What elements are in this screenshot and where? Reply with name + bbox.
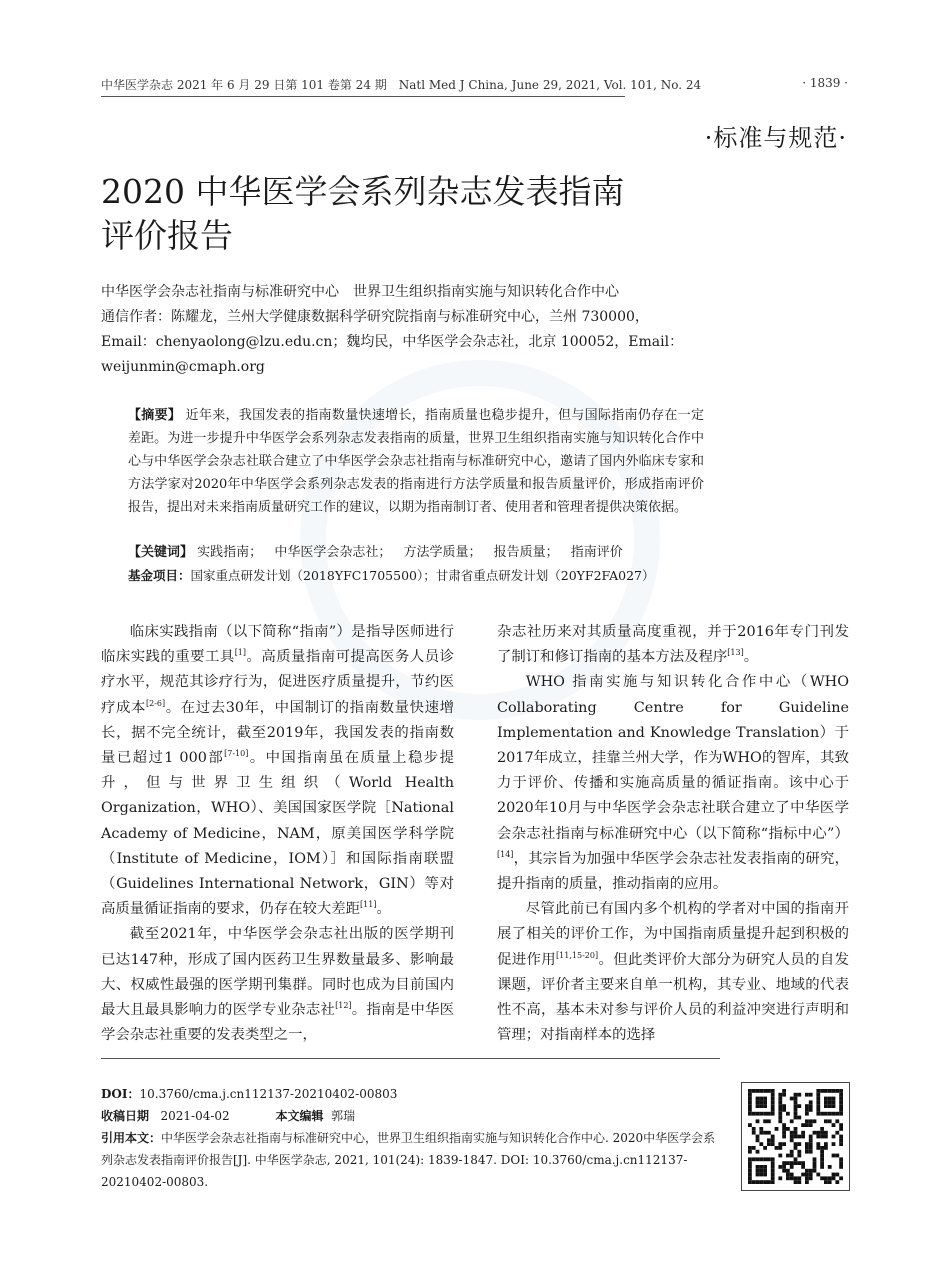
page-number: · 1839 ·: [802, 76, 848, 90]
citation-ref: [12]: [335, 1001, 352, 1011]
keywords-label: 【关键词】: [128, 545, 194, 560]
citation-line: 引用本文：中华医学会杂志社指南与标准研究中心，世界卫生组织指南实施与知识转化合作中心. 2020中华医学会系列杂志发表指南评价报告[J]. 中华医学杂志, 2021, 101(24): 1839-1847. DOI: 10.3760/cma.j.cn112137-20210402-00803.: [101, 1131, 716, 1189]
paragraph: WHO 指南实施与知识转化合作中心（WHO Collaborating Centre for Guideline Implementation and Knowledge Translation）于2017年成立，挂靠兰州大学，作为WHO的智库，其致力于评价、传播和实施高质量的循证指南。该中心于2020年10月与中华医学会杂志社联合建立了中华医学会杂志社指南与标准研究中心（以下简称“指标中心”）[14]，其宗旨为加强中华医学会杂志社发表指南的研究，提升指南的质量，推动指南的应用。: [497, 674, 849, 893]
author-block: [101, 280, 701, 380]
qr-code-icon[interactable]: [741, 1082, 850, 1191]
paragraph: 截至2021年，中华医学会杂志社出版的医学期刊已达147种，形成了国内医药卫生界数量最多、影响最大、权威性最强的医学期刊集群。同时也成为目前国内最大且最具影响力的医学专业杂志社[12]。指南是中华医学会杂志社重要的发表类型之一，: [101, 926, 454, 1044]
citation-ref: [14]: [497, 850, 514, 860]
author-line: Email：chenyaolong@lzu.edu.cn；魏均民，中华医学会杂志社，北京 100052，Email：: [101, 334, 684, 350]
paragraph: 杂志社历来对其质量高度重视，并于2016年专门刊发了制订和修订指南的基本方法及程序[13]。: [497, 624, 849, 666]
journal-header: 中华医学杂志 2021 年 6 月 29 日第 101 卷第 24 期 Natl Med J China, June 29, 2021, Vol. 101, No. 24: [101, 78, 702, 92]
title-line-1: 2020 中华医学会系列杂志发表指南: [101, 172, 625, 211]
keywords: [128, 542, 704, 564]
body-column-right: [497, 620, 849, 1048]
abstract-text: 近年来，我国发表的指南数量快速增长，指南质量也稳步提升，但与国际指南仍存在一定差距。为进一步提升中华医学会系列杂志发表指南的质量，世界卫生组织指南实施与知识转化合作中心与中华医学会杂志社联合建立了中华医学会杂志社指南与标准研究中心，邀请了国内外临床专家和方法学家对2020年中华医学会系列杂志发表的指南进行方法学质量和报告质量评价，形成指南评价报告，提出对未来指南质量研究工作的建议，以期为指南制订者、使用者和管理者提供决策依据。: [128, 408, 704, 515]
citation-ref: [11,15-20]: [556, 950, 599, 960]
keyword: 指南评价: [570, 545, 623, 560]
citation-ref: [13]: [727, 648, 744, 658]
received-line: 收稿日期 2021-04-02 本文编辑 郭瑞: [101, 1109, 356, 1123]
author-line: 中华医学会杂志社指南与标准研究中心 世界卫生组织指南实施与知识转化合作中心: [101, 284, 619, 300]
article-title: [101, 170, 661, 258]
body-column-left: [101, 620, 454, 1048]
keyword: 报告质量；: [493, 545, 559, 560]
funding-text: 国家重点研发计划（2018YFC1705500）；甘肃省重点研发计划（20YF2FA027）: [190, 568, 655, 583]
citation-ref: [7-10]: [224, 749, 249, 759]
funding: [128, 566, 704, 586]
section-label: ·标准与规范·: [704, 124, 847, 152]
keyword: 方法学质量；: [403, 545, 482, 560]
funding-label: 基金项目：: [128, 568, 191, 583]
doi-link[interactable]: 10.3760/cma.j.cn112137-20210402-00803: [139, 1087, 398, 1101]
citation-ref: [1]: [234, 648, 247, 658]
paragraph: 临床实践指南（以下简称“指南”）是指导医师进行临床实践的重要工具[1]。高质量指南可提高医务人员诊疗水平，规范其诊疗行为，促进医疗质量提升，节约医疗成本[2-6]。在过去30年，中国制订的指南数量快速增长，据不完全统计，截至2019年，我国发表的指南数量已超过1 000部[7-10]。中国指南虽在质量上稳步提升，但与世界卫生组织（World Health Organization，WHO）、美国国家医学院［National Academy of Medicine，NAM，原美国医学科学院（Institute of Medicine，IOM）］和国际指南联盟（Guidelines International Network，GIN）等对高质量循证指南的要求，仍存在较大差距[11]。: [101, 624, 454, 918]
author-line: 通信作者：陈耀龙，兰州大学健康数据科学研究院指南与标准研究中心，兰州 730000，: [101, 309, 649, 325]
citation-ref: [2-6]: [146, 698, 166, 708]
abstract: [128, 404, 704, 519]
footnote-block: [101, 1083, 726, 1193]
keyword: 实践指南；: [197, 545, 263, 560]
paragraph: 尽管此前已有国内多个机构的学者对中国的指南开展了相关的评价工作，为中国指南质量提升起到积极的促进作用[11,15-20]。但此类评价大部分为研究人员的自发课题，评价者主要来自单一机构，其专业、地域的代表性不高，基本未对参与评价人员的利益冲突进行声明和管理；对指南样本的选择: [497, 901, 849, 1044]
doi-line: DOI：10.3760/cma.j.cn112137-20210402-00803: [101, 1087, 398, 1101]
header-rule: [101, 96, 625, 97]
footnote-rule: [101, 1058, 720, 1059]
abstract-label: 【摘要】: [128, 408, 182, 423]
title-line-2: 评价报告: [101, 216, 233, 255]
author-line: weijunmin@cmaph.org: [101, 359, 265, 375]
keyword: 中华医学会杂志社；: [274, 545, 392, 560]
citation-ref: [11]: [360, 900, 377, 910]
